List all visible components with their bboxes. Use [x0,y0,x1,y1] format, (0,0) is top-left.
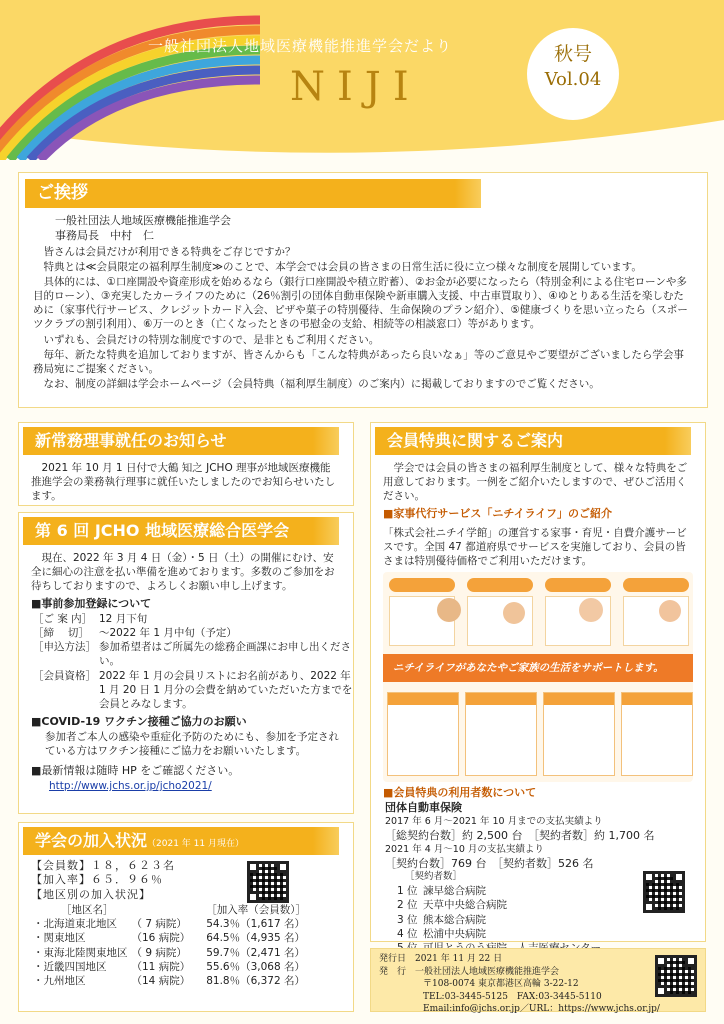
list-item [397,927,705,941]
rank-number: 1 位 [397,885,418,898]
registration-heading: ■事前参加登録について [31,597,152,611]
membership-date: （2021 年 11 月現在） [147,839,244,849]
period-1: 2017 年 6 月～2021 年 10 月までの支払実績より [385,816,603,828]
table-row [31,974,308,988]
qr-code-icon[interactable] [247,861,289,903]
covid-text: 参加者ご本人の感染や重症化予防のためにも、参加を予定されている方はワクチン接種にご協力をお願いいたします。 [45,731,339,758]
benefit-intro: 学会では会員の皆さまの福利厚生制度として、様々な特典をご用意しております。一例をご紹介いたしますので、ぜひご活用ください。 [383,461,688,502]
service-illustration [383,572,693,782]
registration-key: ［ご 案 内］ [33,612,93,625]
conference-intro: 現在、2022 年 3 月 4 日（金）・5 日（土）の開催にむけ、安全に細心の注意を払い準備を進めております。多数のご参加をお待ちしておりますので、よろしくお願い申し上げます。 [31,551,335,592]
greeting-paragraph: 毎年、新たな特典を追加しておりますが、皆さんからも「こんな特典があったら良いなぁ」等のご意見やご要望がございましたら学会事務局宛にご提案ください。 [33,348,684,375]
usage-heading: ■会員特典の利用者数について [383,786,537,800]
region-name: ・近畿四国地区 [33,960,107,973]
insurance-heading: 団体自動車保険 [385,801,462,815]
issue-badge [527,28,619,120]
rainbow-logo [0,0,290,160]
issue-season: 秋号 [553,43,592,65]
list-item [397,913,705,927]
table-row [31,960,308,974]
column-header: ［加入率（会員数）］ [206,904,306,917]
registration-value: 12 月下旬 [99,612,148,625]
rank-number: 3 位 [397,913,418,926]
greeting-title: ご挨拶 [25,179,455,208]
column-header: ［地区名］ [61,904,114,917]
greeting-paragraph: 特典とは≪会員限定の福利厚生制度≫のことで、本学会では会員の皆さまの日常生活に役に立つ様々な制度を展開しています。 [43,260,642,273]
region-rate: 64.5％（4,935 名） [206,932,305,945]
region-rate: 54.3％（1,617 名） [206,918,305,931]
period-1-stats: ［総契約台数］約 2,500 台 ［契約者数］約 1,700 名 [385,828,655,842]
greeting-paragraph: いずれも、会員だけの特別な制度ですので、是非ともご利用ください。 [43,333,380,346]
region-hospitals: （11 病院） [131,960,191,973]
service-text: 「株式会社ニチイ学館」の運営する家事・育児・自費介護サービスです。全国 47 都道府県でサービスを実施しており、会員の皆さまは特別優待価格でご利用いただけます。 [383,526,687,568]
masthead [0,0,724,160]
registration-key: ［申込方法］ [33,641,96,654]
conference-section [18,512,354,814]
qr-code-icon[interactable] [643,871,685,913]
greeting-paragraph: なお、制度の詳細は学会ホームページ（会員特典（福利厚生制度）のご案内）に掲載しておりますのでご覧ください。 [43,378,600,391]
greeting-author: 事務局長 中村 仁 [55,228,154,242]
region-rate: 81.8％（6,372 名） [206,974,305,987]
registration-row [33,626,353,640]
registration-row [33,640,353,668]
registration-row [33,612,353,626]
newsletter-title: NIJI [290,64,421,110]
membership-title [23,827,313,855]
publisher-contact[interactable]: Email:info@jchs.or.jp／URL：https://www.jchs.or.jp/ [423,1004,660,1015]
region-table-header [31,903,308,917]
greeting-paragraph: 具体的には、①口座開設や資産形成を始めるなら（銀行口座開設や積立貯蓄）、②お金が必要になったら（特別金利による住宅ローンや多目的ローン）、③充実したカーライフのために（26％割引の団体自動車保険や新車購入支援、中古車買取り）、④ゆとりある生活を楽しむために（家事代行サービス、クレジットカード入会、ピザや菓子の特別優待、生命保険のプラン紹介）、⑤健康づくりを思い立ったら（スポーツクラブの割引利用）、⑥万一のとき（亡くなったときの弔慰金の支給、相続等の相談窓口）等があります。 [33,275,688,331]
rank-number: 4 位 [397,927,418,940]
latest-info: ■最新情報は随時 HP をご確認ください。 [31,764,240,778]
registration-value: ～2022 年 1 月中旬（予定） [99,627,237,640]
rank-hospital: 熊本総合病院 [423,913,486,926]
new-director-text: 2021 年 10 月 1 日付で大鶴 知之 JCHO 理事が地域医療機能推進学会の業務執行理事に就任いたしましたのでお知らせいたします。 [31,461,336,502]
region-hospitals: （ 9 病院） [131,946,187,959]
issue-date: 発行日 2021 年 11 月 22 日 [379,954,503,964]
table-row [31,931,308,945]
region-name: ・北海道東北地区 [33,918,117,931]
issue-volume: Vol.04 [544,68,602,90]
region-table [31,903,308,988]
covid-heading: ■COVID-19 ワクチン接種ご協力のお願い [31,715,247,729]
region-hospitals: （14 病院） [131,974,191,987]
new-director-title: 新常務理事就任のお知らせ [23,427,313,455]
table-row [31,917,308,931]
service-band: ニチイライフがあなたやご家族の生活をサポートします。 [383,654,693,682]
region-heading: 【地区別の加入状況】 [31,888,151,902]
region-name: ・東海北陸関東地区 [33,946,128,959]
rank-hospital: 松浦中央病院 [423,927,486,940]
membership-section [18,822,354,1012]
registration-key: ［締 切］ [33,627,89,640]
registration-details [19,612,353,711]
membership-title-text: 学会の加入状況 [35,831,148,850]
member-count: 【会員数】１８，６２３名 [31,858,175,872]
table-row [31,946,308,960]
registration-key: ［会員資格］ [33,669,96,682]
greeting-paragraph: 皆さんは会員だけが利用できる特典をご存じですか？ [43,245,296,258]
greeting-section [18,172,708,408]
new-director-section [18,422,354,506]
region-hospitals: （16 病院） [131,932,191,945]
period-2-stats: ［契約台数］769 台 ［契約者数］526 名 [385,856,594,870]
region-hospitals: （ 7 病院） [131,918,187,931]
region-name: ・関東地区 [33,932,86,945]
region-rate: 55.6％（3,068 名） [206,960,305,973]
qr-code-icon[interactable] [655,955,697,997]
publisher-address: 〒108-0074 東京都港区高輪 3-22-12 [423,979,579,990]
benefit-title: 会員特典に関するご案内 [375,427,665,455]
conference-title: 第 6 回 JCHO 地域医療総合医学会 [23,517,313,545]
greeting-org: 一般社団法人地域医療機能推進学会 [55,213,231,227]
registration-row [33,669,353,712]
join-rate: 【加入率】６５．９６％ [31,873,163,887]
rank-hospital: 天草中央総合病院 [423,899,507,912]
region-name: ・九州地区 [33,974,86,987]
region-rate: 59.7％（2,471 名） [206,946,305,959]
registration-value: 2022 年 1 月の会員リストにお名前があり、2022 年 1 月 20 日 1 月分の会費を納めていただいた方までを会員とみなします。 [99,669,353,710]
publisher-info [370,948,706,1015]
rank-number: 2 位 [397,899,418,912]
service-heading: ■家事代行サービス「ニチイライフ」のご紹介 [383,507,612,521]
publisher-phone: TEL:03-3445-5125 FAX:03-3445-5110 [423,991,602,1002]
rank-hospital: 諫早総合病院 [423,885,486,898]
benefit-section [370,422,706,942]
publisher: 発 行 一般社団法人地域医療機能推進学会 [379,966,560,977]
conference-url-link[interactable]: http://www.jchs.or.jp/jcho2021/ [49,780,212,793]
org-name: 一般社団法人地域医療機能推進学会だより [148,37,453,55]
ranking-heading: ［契約者数］ [405,871,463,883]
period-2: 2021 年 4 月～10 月の支払実績より [385,843,544,855]
registration-value: 参加希望者はご所属先の総務企画課にお申し出ください。 [99,641,351,668]
